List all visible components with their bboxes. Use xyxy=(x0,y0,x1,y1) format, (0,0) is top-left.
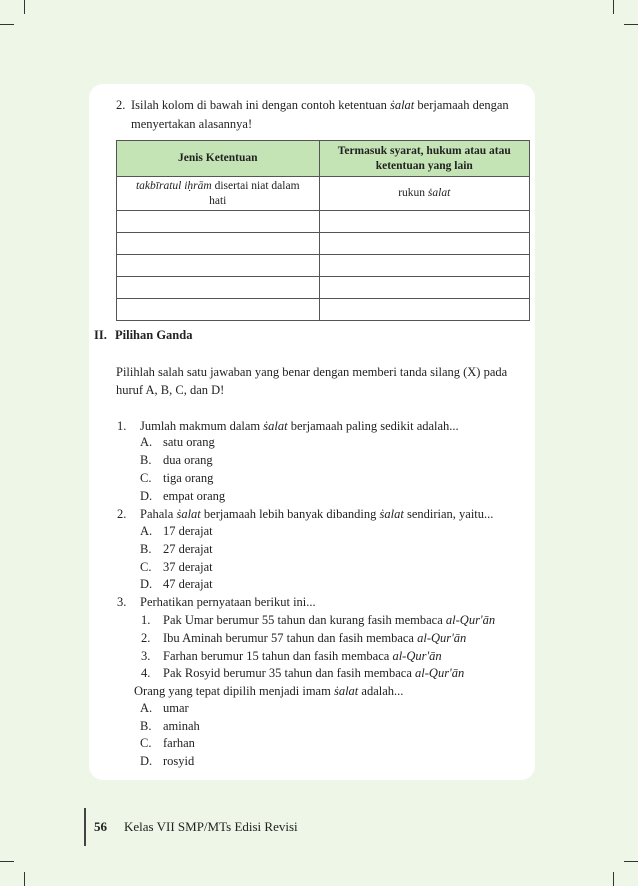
option-letter[interactable]: A. xyxy=(140,435,153,449)
statement-number: 3. xyxy=(141,649,151,663)
cell-text: hati xyxy=(209,194,227,207)
question-stem xyxy=(140,505,493,523)
statement-body: Pak Umar berumur 55 tahun dan kurang fasih membaca xyxy=(163,613,446,627)
option-text: 27 derajat xyxy=(163,542,213,556)
option-text: tiga orang xyxy=(163,471,214,485)
cell-text: rukun xyxy=(398,187,428,199)
table-cell-empty[interactable] xyxy=(117,255,320,277)
table-cell-empty[interactable] xyxy=(319,255,529,277)
option-text: aminah xyxy=(163,719,200,733)
table-cell-empty[interactable] xyxy=(117,233,320,255)
stem-text: Jumlah makmum dalam xyxy=(140,419,264,433)
stem-text: Pahala xyxy=(140,507,177,521)
section-intro-line-2: huruf A, B, C, dan D! xyxy=(116,383,225,397)
crop-mark xyxy=(624,24,638,25)
table-row xyxy=(117,255,530,277)
option-letter[interactable]: D. xyxy=(140,489,153,503)
footer-divider xyxy=(84,808,86,846)
statement-body: Pak Rosyid berumur 35 tahun dan fasih membaca xyxy=(163,666,416,680)
option-letter[interactable]: D. xyxy=(140,754,153,768)
statement-number: 2. xyxy=(141,631,151,645)
instruction-line-1 xyxy=(131,96,509,114)
instruction-text: Isilah kolom di bawah ini dengan contoh ketentuan xyxy=(131,98,390,112)
option-text: farhan xyxy=(163,736,195,750)
option-text: 47 derajat xyxy=(163,577,213,591)
section-title: Pilihan Ganda xyxy=(115,328,193,342)
ketentuan-table xyxy=(116,140,530,321)
table-cell xyxy=(117,177,320,211)
option-text: dua orang xyxy=(163,453,213,467)
section-intro-line-1: Pilihlah salah satu jawaban yang benar dengan memberi tanda silang (X) pada xyxy=(116,365,508,379)
option-text: 17 derajat xyxy=(163,524,213,538)
option-text: rosyid xyxy=(163,754,195,768)
header-line: Termasuk syarat, hukum atau atau xyxy=(337,144,511,157)
option-letter[interactable]: A. xyxy=(140,524,153,538)
crop-mark xyxy=(613,872,614,886)
stem-term: ṡalat xyxy=(379,507,404,521)
table-cell-empty[interactable] xyxy=(117,211,320,233)
question-number: 1. xyxy=(117,419,127,433)
question-number: 2. xyxy=(117,507,127,521)
statement-number: 4. xyxy=(141,666,151,680)
option-letter[interactable]: B. xyxy=(140,453,152,467)
option-text: satu orang xyxy=(163,435,215,449)
table-cell-empty[interactable] xyxy=(117,299,320,321)
statement-text xyxy=(163,611,495,629)
table-row xyxy=(117,177,530,211)
statement-text xyxy=(163,647,442,665)
question-prompt xyxy=(134,682,403,700)
stem-text: berjamaah lebih banyak dibanding xyxy=(200,507,380,521)
instruction-term: ṡalat xyxy=(389,98,415,112)
option-letter[interactable]: C. xyxy=(140,736,152,750)
instruction-number: 2. xyxy=(116,98,126,112)
prompt-term: ṡalat xyxy=(333,684,359,698)
header-termasuk xyxy=(319,141,529,177)
stem-term: ṡalat xyxy=(176,507,201,521)
cell-text: disertai niat dalam xyxy=(211,179,300,192)
statement-term: al-Qur'ān xyxy=(445,613,496,627)
book-title: Kelas VII SMP/MTs Edisi Revisi xyxy=(124,819,298,834)
table-row xyxy=(117,299,530,321)
stem-text: berjamaah paling sedikit adalah... xyxy=(287,419,459,433)
table-cell-empty[interactable] xyxy=(319,299,529,321)
question-number: 3. xyxy=(117,595,127,609)
option-letter[interactable]: C. xyxy=(140,560,152,574)
instruction-text: berjamaah dengan xyxy=(414,98,509,112)
option-letter[interactable]: C. xyxy=(140,471,152,485)
option-letter[interactable]: B. xyxy=(140,542,152,556)
stem-term: ṡalat xyxy=(263,419,288,433)
option-letter[interactable]: B. xyxy=(140,719,152,733)
statement-term: al-Qur'ān xyxy=(415,666,465,680)
table-cell-empty[interactable] xyxy=(319,233,529,255)
cell-term: takbīratul iḥrām xyxy=(135,179,212,192)
cell-term: ṡalat xyxy=(427,187,451,199)
question-stem: Perhatikan pernyataan berikut ini... xyxy=(140,595,316,609)
crop-mark xyxy=(624,861,638,862)
statement-term: al-Qur'ān xyxy=(392,649,442,663)
table-cell xyxy=(319,177,529,211)
header-line: ketentuan yang lain xyxy=(375,159,473,172)
statement-body: Farhan berumur 15 tahun dan fasih membaca xyxy=(163,649,393,663)
statement-body: Ibu Aminah berumur 57 tahun dan fasih membaca xyxy=(163,631,418,645)
header-jenis-ketentuan: Jenis Ketentuan xyxy=(117,141,320,177)
option-text: umar xyxy=(163,701,189,715)
table-header-row xyxy=(117,141,530,177)
crop-mark xyxy=(0,24,14,25)
table-row xyxy=(117,211,530,233)
table-cell-empty[interactable] xyxy=(319,211,529,233)
crop-mark xyxy=(613,0,614,14)
prompt-text: adalah... xyxy=(358,684,404,698)
page-number: 56 xyxy=(94,819,107,834)
crop-mark xyxy=(24,872,25,886)
table-row xyxy=(117,233,530,255)
crop-mark xyxy=(24,0,25,14)
stem-text: sendirian, yaitu... xyxy=(403,507,494,521)
statement-text xyxy=(163,629,466,647)
option-text: empat orang xyxy=(163,489,226,503)
section-numeral: II. xyxy=(94,328,107,342)
crop-mark xyxy=(0,861,14,862)
statement-term: al-Qur'ān xyxy=(417,631,467,645)
option-letter[interactable]: A. xyxy=(140,701,153,715)
table-row xyxy=(117,277,530,299)
table-cell-empty[interactable] xyxy=(319,277,529,299)
option-text: 37 derajat xyxy=(163,560,213,574)
statement-text xyxy=(163,664,464,682)
option-letter[interactable]: D. xyxy=(140,577,153,591)
prompt-text: Orang yang tepat dipilih menjadi imam xyxy=(134,684,334,698)
instruction-line-2: menyertakan alasannya! xyxy=(131,117,253,131)
table-cell-empty[interactable] xyxy=(117,277,320,299)
statement-number: 1. xyxy=(141,613,151,627)
